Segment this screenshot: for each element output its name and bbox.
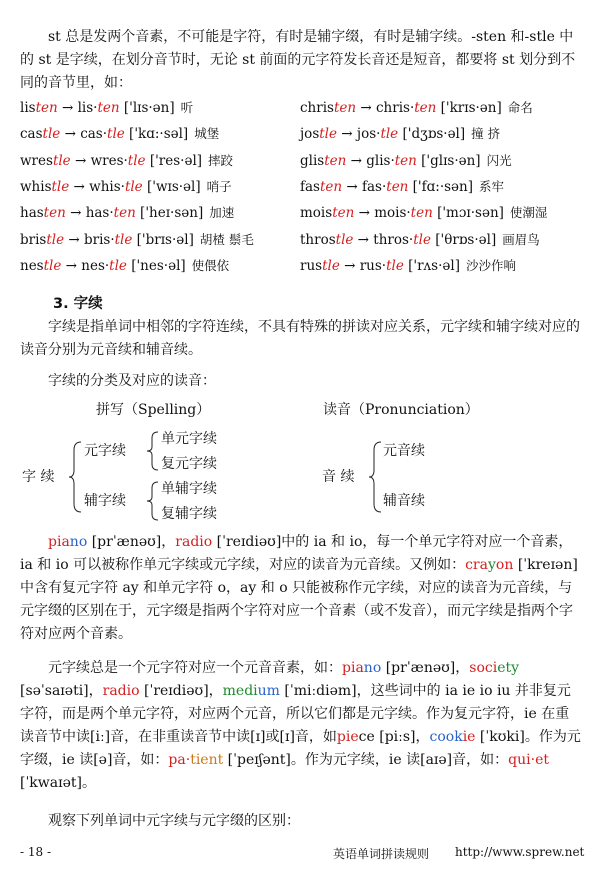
word-suffix: tle [51,178,70,195]
section-paragraph-2: 字续的分类及对应的读音： [48,373,216,389]
word-row [20,177,232,197]
pronunciation-brace [368,440,384,514]
word-society-part-2: ety [497,660,520,676]
word-stem: glis [300,152,325,169]
word-stem: rus [300,257,323,274]
word-society-part-1: soci [469,660,498,676]
word-crayon-part-1: cra [465,557,488,573]
split-stem: chris· [375,100,415,116]
word-medium-part-2: um [257,683,280,699]
word-stem: lis [20,100,36,116]
pronunciation-title: 读音（Pronunciation） [323,402,479,418]
section-paragraph-1: 字续是指单词中相邻的字符连续，不具有特殊的拼读对应关系，元字续和辅字续对应的读音分别为元音续和辅音续。 [20,319,580,358]
ipa-cookie: [ˈkʊki]。作为元字缀，ie 读[ə]音，如： [20,729,581,768]
split-suffix: tle [127,152,146,169]
word-piano-part-2: no [69,534,88,550]
word-suffix: ten [332,205,355,222]
ipa: ['fɑ:·sən] [408,178,474,195]
ipa-piece: [piːs]， [379,729,430,745]
root-label: 字 续 [22,469,55,485]
split-stem: whis· [89,178,125,195]
ipa-society: [səˈsaɪəti]， [20,683,103,699]
ipa: ['brɪs·əl] [132,231,194,248]
arrow: → [61,257,82,274]
ipa: ['kɑ:·səl] [124,126,189,143]
word-row [20,203,234,223]
word-row [300,256,516,276]
ipa: ['res·əl] [145,152,203,169]
word-suffix: tle [43,257,62,274]
word-piece-part-2: ce [358,729,375,745]
meaning: 撞 挤 [471,126,501,142]
split-suffix: tle [124,178,143,195]
arrow: → [354,205,375,222]
split-suffix: tle [380,126,399,143]
word-stem: has [20,205,44,222]
word-suffix: tle [319,126,337,143]
arrow: → [57,100,78,116]
word-row [300,151,512,171]
split-suffix: tle [107,126,125,143]
word-row [20,98,193,118]
word-patient-part-2: tient [190,752,224,768]
word-stem: wres [20,152,53,169]
consonant-brace [146,480,160,522]
word-stem: whis [20,178,52,195]
word-stem: mois [300,205,333,222]
word-quiet: qui·et [508,752,549,768]
main-spelling-brace [68,440,84,514]
word-row [300,124,500,144]
vowel-brace [146,430,160,472]
word-suffix: tle [322,257,340,274]
arrow: → [346,152,367,169]
word-suffix: ten [324,152,347,169]
split-suffix: ten [410,205,433,222]
split-stem: lis· [77,100,98,116]
arrow: → [65,205,86,222]
split-stem: jos· [356,126,381,143]
split-suffix: ten [386,178,409,195]
pronunciation-root-label: 音 续 [322,469,355,485]
meaning: 听 [180,100,194,115]
ipa-piano: [prˈænəʊ]， [91,534,176,550]
word-row [20,124,219,144]
word-row [300,203,547,223]
meaning: 闪光 [486,152,512,168]
ipa: ['nes·əl] [126,257,186,274]
word-crayon-part-2: y [487,557,496,573]
word-row [20,230,254,250]
split-stem: nes· [81,257,110,274]
word-stem: fas [300,178,320,195]
split-suffix: tle [413,231,431,248]
split-suffix: ten [394,152,417,169]
book-title: 英语单词拼读规则 [333,847,430,861]
ipa: ['rʌs·əl] [403,257,460,274]
ipa: ['lɪs·ən] [119,100,175,116]
arrow: → [70,152,91,169]
meaning: 沙沙作响 [465,257,516,273]
paragraph-text: 这些词中的 ia ie io iu 并非复元字符，而是两个单元字符，对应两个元音，所以它们都是元字续。作为复元字符，ie 在重读音节中读[iː]音，在非重读音节中读[ɪ]或[ɪ]音，如 [20,683,571,745]
example-paragraph-1 [20,531,582,646]
ipa: ['glɪs·ən] [416,152,481,169]
meaning: 命名 [507,100,533,115]
paragraph-text: 中含有复元字符 ay 和单元字符 o，ay 和 o 只能被称作元字续，对应的读音为元音续，与元字缀的区别在于，元字缀是指两个字符对应一个音素（或不发音），而元字续是指两个字符对应两个音素。 [20,580,573,642]
word-suffix: tle [52,152,71,169]
word-radio: radio [175,534,213,550]
arrow: → [69,178,90,195]
split-stem: fas· [362,178,387,195]
word-row [300,177,504,197]
split-stem: wres· [90,152,128,169]
arrow: → [353,231,374,248]
meaning: 使潮湿 [509,205,548,221]
word-suffix: tle [335,231,354,248]
arrow: → [336,126,357,143]
split-suffix: tle [109,257,127,274]
arrow: → [356,100,376,116]
word-stem: nes [20,257,44,274]
ipa-patient: [ˈpeɪʃənt]。作为元字续，ie 读[aɪə]音，如： [227,752,509,768]
word-stem: cas [20,126,43,143]
split-suffix: ten [97,100,120,116]
split-stem: rus· [359,257,387,274]
page-number: - 18 - [20,845,52,859]
arrow: → [64,231,84,248]
split-stem: cas· [80,126,108,143]
ipa: ['heɪ·sən] [135,205,204,222]
word-stem: chris [300,100,334,116]
word-cookie-part-1: cook [429,729,463,745]
meaning: 加速 [209,205,235,221]
ipa-radio: [ˈreɪdiəʊ]， [144,683,223,699]
arrow: → [60,126,81,143]
word-medium-part-1: medi [222,683,258,699]
split-stem: bris· [83,231,115,248]
word-stem: jos [300,126,320,143]
single-vowel-sequence-label: 单元字续 [161,431,217,447]
word-piano-part-1: pia [48,534,70,550]
meaning: 画眉鸟 [502,231,540,247]
split-suffix: ten [113,205,136,222]
meaning: 胡楂 鬃毛 [199,231,254,247]
meaning: 摔跤 [208,152,234,168]
ipa: ['dʒɒs·əl] [398,126,466,143]
word-row [300,230,540,250]
split-stem: glis· [366,152,395,169]
compound-consonant-sequence-label: 复辅字续 [161,506,217,522]
meaning: 哨子 [206,178,232,194]
consonant-sequence-label: 辅字续 [84,493,126,509]
word-stem: thros [300,231,336,248]
word-row [300,98,533,118]
website-link[interactable]: http://www.sprew.net [455,845,585,859]
consonant-sound-sequence-label: 辅音续 [383,493,425,509]
paragraph-text: 元字续总是一个元字符对应一个元音音素，如： [48,660,342,676]
arrow: → [339,257,360,274]
word-stem: bris [20,231,47,248]
single-consonant-sequence-label: 单辅字续 [161,481,217,497]
intro-paragraph: st 总是发两个音素，不可能是字符，有时是辅字缀，有时是辅字续。-sten 和-stle 中的 st 是字续，在划分音节时，无论 st 前面的元字符发长音还是短音，都要将 st 划分到不同的音节里，如： [20,29,576,91]
meaning: 城堡 [194,126,220,142]
meaning: 系牢 [479,178,505,194]
meaning: 使偎依 [191,257,230,273]
paragraph-text: 中的 ia 和 io，每一个单元字符对应一个音素，ia 和 io 可以被称作单元字续或元字续，对应的读音为元音续。又例如： [20,534,573,573]
word-suffix: tle [46,231,65,248]
section-heading: 3. 字续 [53,296,103,312]
split-stem: has· [85,205,114,222]
split-stem: mois· [374,205,411,222]
word-piece-part-1: pie [336,729,359,745]
ipa: ['krɪs·ən] [436,100,502,116]
vowel-sound-sequence-label: 元音续 [383,443,425,459]
word-suffix: ten [319,178,343,195]
split-suffix: tle [114,231,133,248]
spelling-title: 拼写（Spelling） [96,402,211,418]
word-suffix: ten [35,100,58,116]
word-row [20,256,229,276]
split-suffix: tle [386,257,404,274]
word-cookie-part-2: ie [462,729,476,745]
word-piano-part-1: pia [342,660,364,676]
ipa-medium: [ˈmiːdiəm]， [284,683,371,699]
word-piano-part-2: no [363,660,382,676]
ipa-radio: [ˈreɪdiəʊ] [216,534,282,550]
ipa-crayon: [ˈkreɪən] [517,557,578,573]
ipa-quiet: [ˈkwaɪət]。 [20,775,96,791]
split-suffix: ten [414,100,437,116]
word-radio: radio [102,683,140,699]
word-crayon-part-3: on [495,557,514,573]
compound-vowel-sequence-label: 复元字续 [161,456,217,472]
example-paragraph-2 [20,657,582,795]
word-patient-part-1: pa· [168,752,191,768]
closing-paragraph: 观察下列单词中元字续与元字缀的区别： [48,813,300,829]
split-stem: thros· [373,231,414,248]
word-suffix: ten [43,205,66,222]
word-row [20,151,233,171]
ipa-piano: [prˈænəʊ]， [385,660,470,676]
arrow: → [342,178,362,195]
word-suffix: ten [333,100,357,116]
ipa: ['mɔɪ·sən] [432,205,504,222]
vowel-sequence-label: 元字续 [84,443,126,459]
ipa: ['θrɒs·əl] [430,231,497,248]
word-suffix: tle [42,126,61,143]
ipa: ['wɪs·əl] [142,178,201,195]
